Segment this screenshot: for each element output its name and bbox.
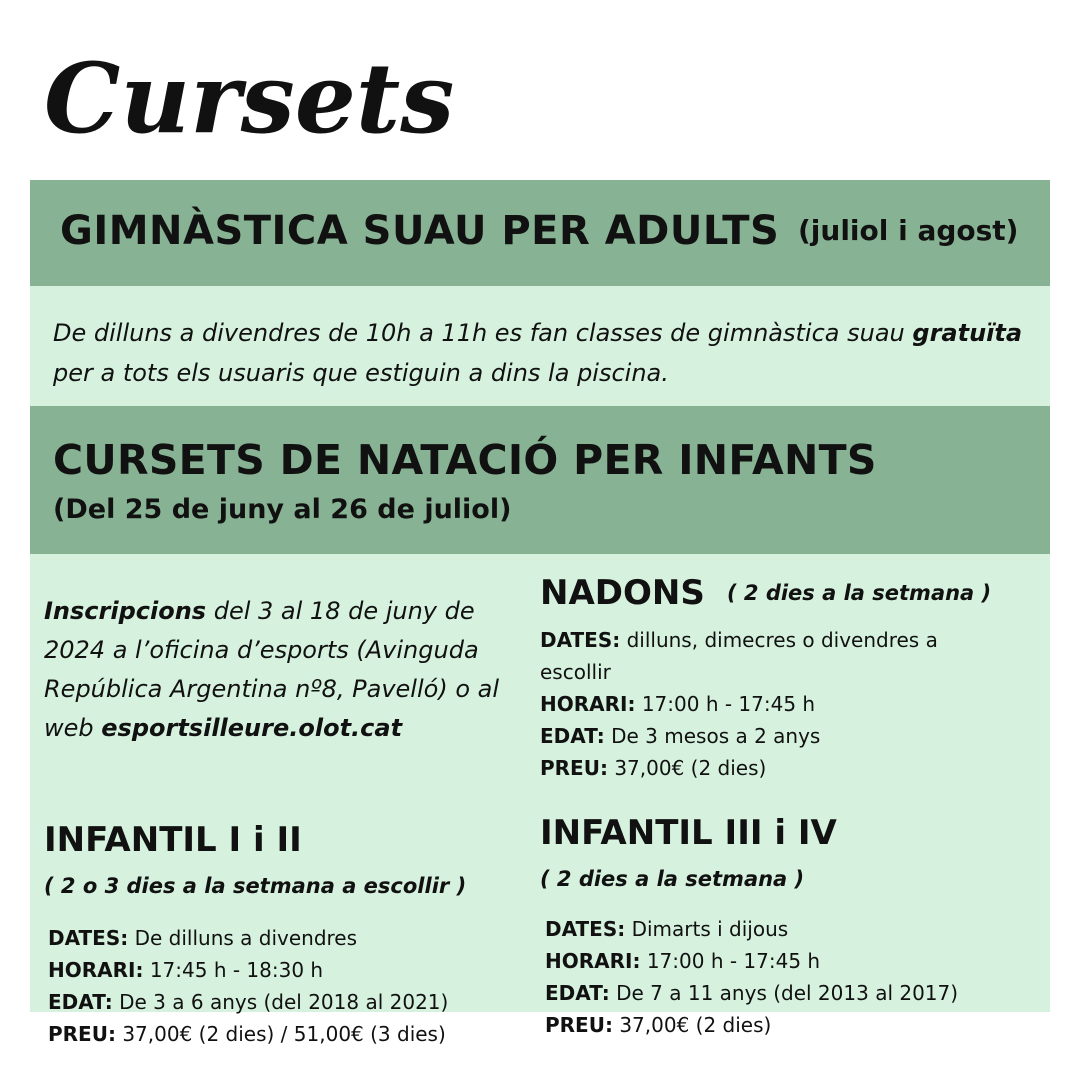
- infantil12-row-dates: [48, 922, 528, 954]
- page-title-text: Cursets: [44, 42, 455, 155]
- gimnastica-description: [53, 313, 1033, 393]
- page-title: [40, 22, 455, 162]
- infantil12-edat-label: EDAT:: [48, 990, 113, 1014]
- nadons-horari-label: HORARI:: [540, 692, 636, 716]
- gimnastica-period: (juliol i agost): [798, 214, 1019, 247]
- infantil12-row-preu: [48, 1018, 528, 1050]
- inscripcions-label: Inscripcions: [44, 597, 207, 625]
- infantil12-row-horari: [48, 954, 528, 986]
- infantil34-row-preu: [545, 1009, 1025, 1041]
- gimnastica-desc-part1: De dilluns a divendres de 10h a 11h es fan classes de gimnàstica suau: [53, 319, 913, 347]
- nadons-details: [540, 624, 1010, 784]
- inscripcions-web-link[interactable]: esportsilleure.olot.cat: [101, 714, 403, 742]
- infantil12-edat-value: De 3 a 6 anys (del 2018 al 2021): [112, 990, 449, 1014]
- infantil34-edat-label: EDAT:: [545, 981, 610, 1005]
- nadons-row-edat: [540, 720, 1010, 752]
- infantil12-dates-label: DATES:: [48, 926, 129, 950]
- infantil34-row-edat: [545, 977, 1025, 1009]
- nadons-preu-label: PREU:: [540, 756, 608, 780]
- gimnastica-desc-bold: gratuïta: [912, 319, 1023, 347]
- infantil34-dates-label: DATES:: [545, 917, 626, 941]
- natacio-title: CURSETS DE NATACIÓ PER INFANTS: [53, 436, 877, 484]
- infantil12-preu-label: PREU:: [48, 1022, 116, 1046]
- inscripcions-body: del 3 al 18 de juny de 2024 a l’oficina d’esports (Avinguda República Argentina nº8, Pavelló) o al web: [44, 597, 500, 742]
- infantil12-subtitle: ( 2 o 3 dies a la setmana a escollir ): [44, 874, 467, 898]
- infantil12-horari-label: HORARI:: [48, 958, 144, 982]
- nadons-row-dates: [540, 624, 1010, 688]
- natacio-dates: (Del 25 de juny al 26 de juliol): [53, 494, 512, 525]
- nadons-preu-value: 37,00€ (2 dies): [607, 756, 767, 780]
- infantil34-subtitle: ( 2 dies a la setmana ): [540, 867, 805, 891]
- gimnastica-title: GIMNÀSTICA SUAU PER ADULTS: [60, 208, 780, 254]
- infantil34-details: [545, 913, 1025, 1041]
- infantil34-row-dates: [545, 913, 1025, 945]
- nadons-edat-value: De 3 mesos a 2 anys: [604, 724, 821, 748]
- inscripcions-text: [44, 592, 504, 748]
- infantil34-horari-label: HORARI:: [545, 949, 641, 973]
- infantil34-dates-value: Dimarts i dijous: [625, 917, 789, 941]
- infantil12-horari-value: 17:45 h - 18:30 h: [143, 958, 324, 982]
- infantil34-title: INFANTIL III i IV: [540, 813, 837, 853]
- infantil34-preu-value: 37,00€ (2 dies): [612, 1013, 772, 1037]
- gimnastica-desc-part2: per a tots els usuaris que estiguin a dins la piscina.: [53, 359, 669, 387]
- infantil12-preu-value: 37,00€ (2 dies) / 51,00€ (3 dies): [115, 1022, 446, 1046]
- infantil12-details: [48, 922, 528, 1050]
- infantil12-row-edat: [48, 986, 528, 1018]
- nadons-edat-label: EDAT:: [540, 724, 605, 748]
- nadons-title: NADONS: [540, 573, 705, 613]
- nadons-dates-value: dilluns, dimecres o divendres a escollir: [540, 628, 938, 684]
- nadons-row-preu: [540, 752, 1010, 784]
- infantil12-title: INFANTIL I i II: [44, 820, 302, 860]
- nadons-subtitle: ( 2 dies a la setmana ): [727, 581, 992, 605]
- infantil34-horari-value: 17:00 h - 17:45 h: [640, 949, 821, 973]
- infantil34-preu-label: PREU:: [545, 1013, 613, 1037]
- nadons-horari-value: 17:00 h - 17:45 h: [635, 692, 816, 716]
- nadons-row-horari: [540, 688, 1010, 720]
- infantil34-edat-value: De 7 a 11 anys (del 2013 al 2017): [609, 981, 959, 1005]
- infantil12-dates-value: De dilluns a divendres: [128, 926, 358, 950]
- infantil34-row-horari: [545, 945, 1025, 977]
- nadons-dates-label: DATES:: [540, 628, 621, 652]
